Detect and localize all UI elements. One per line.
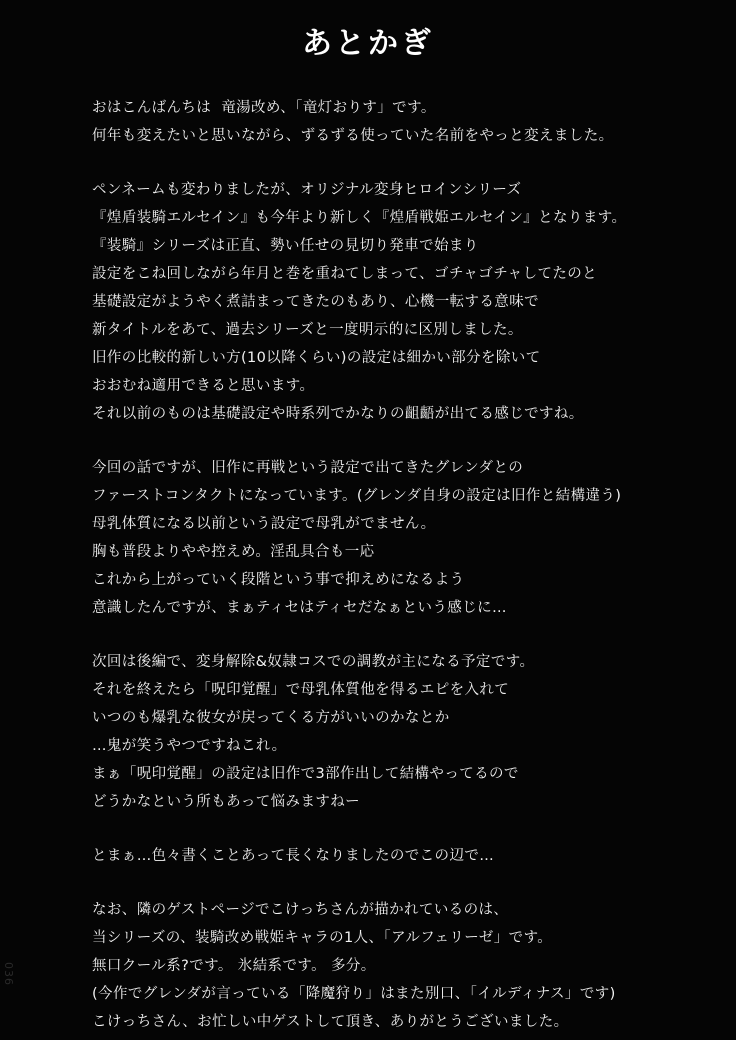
text-line: おはこんばんちは 竜湯改め、「竜灯おりす」です。	[92, 100, 436, 116]
text-line: 無口クール系?です。 氷結系です。 多分。	[92, 958, 376, 974]
text-line: 当シリーズの、装騎改め戦姫キャラの1人、「アルフェリーゼ」です。	[92, 930, 553, 946]
paragraph	[92, 648, 658, 816]
afterword-body	[0, 66, 736, 1036]
text-line: それ以前のものは基礎設定や時系列でかなりの齟齬が出てる感じですね。	[92, 406, 584, 422]
paragraph	[92, 176, 658, 428]
text-line: まぁ「呪印覚醒」の設定は旧作で3部作出して結構やってるので	[92, 766, 519, 782]
text-line: 母乳体質になる以前という設定で母乳がでません。	[92, 516, 436, 532]
text-line: おおむね適用できると思います。	[92, 378, 315, 394]
text-line: なお、隣のゲストページでこけっちさんが描かれているのは、	[92, 902, 509, 918]
text-line: それを終えたら「呪印覚醒」で母乳体質他を得るエピを入れて	[92, 682, 510, 698]
text-line: いつのも爆乳な彼女が戻ってくる方がいいのかなとか	[92, 710, 450, 726]
text-line: 旧作の比較的新しい方(10以降くらい)の設定は細かい部分を除いて	[92, 350, 541, 366]
text-line: どうかなという所もあって悩みますねー	[92, 794, 361, 810]
text-line: ペンネームも変わりましたが、オリジナル変身ヒロインシリーズ	[92, 182, 522, 198]
text-line: 今回の話ですが、旧作に再戦という設定で出てきたグレンダとの	[92, 460, 524, 476]
page-title: あとかぎ	[302, 26, 434, 61]
text-line: 次回は後編で、変身解除&奴隷コスでの調教が主になる予定です。	[92, 654, 535, 670]
paragraph	[92, 896, 658, 1036]
text-line: 基礎設定がようやく煮詰まってきたのもあり、心機一転する意味で	[92, 294, 539, 310]
text-line: ファーストコンタクトになっています。(グレンダ自身の設定は旧作と結構違う)	[92, 488, 622, 504]
paragraph	[92, 94, 658, 150]
text-line: 何年も変えたいと思いながら、ずるずる使っていた名前をやっと変えました。	[92, 128, 614, 144]
paragraph	[92, 454, 658, 622]
text-line: (今作でグレンダが言っている「降魔狩り」はまた別口、「イルディナス」です)	[92, 986, 616, 1002]
text-line: とまぁ…色々書くことあって長くなりましたのでこの辺で…	[92, 848, 495, 864]
text-line: …鬼が笑うやつですねこれ。	[92, 738, 287, 754]
text-line: 胸も普段よりやや控えめ。淫乱具合も一応	[92, 544, 375, 560]
text-line: 『煌盾装騎エルセイン』も今年より新しく『煌盾戦姫エルセイン』となります。	[92, 210, 627, 226]
text-line: 意識したんですが、まぁティセはティセだなぁという感じに…	[92, 600, 507, 616]
page-number: 036	[2, 962, 15, 986]
text-line: 設定をこね回しながら年月と巻を重ねてしまって、ゴチャゴチャしてたのと	[92, 266, 598, 282]
text-line: こけっちさん、お忙しい中ゲストして頂き、ありがとうございました。	[92, 1014, 569, 1030]
text-line: 新タイトルをあて、過去シリーズと一度明示的に区別しました。	[92, 322, 523, 338]
text-line: 『装騎』シリーズは正直、勢い任せの見切り発車で始まり	[92, 238, 479, 254]
text-line: これから上がっていく段階という事で抑えめになるよう	[92, 572, 465, 588]
paragraph	[92, 842, 658, 870]
